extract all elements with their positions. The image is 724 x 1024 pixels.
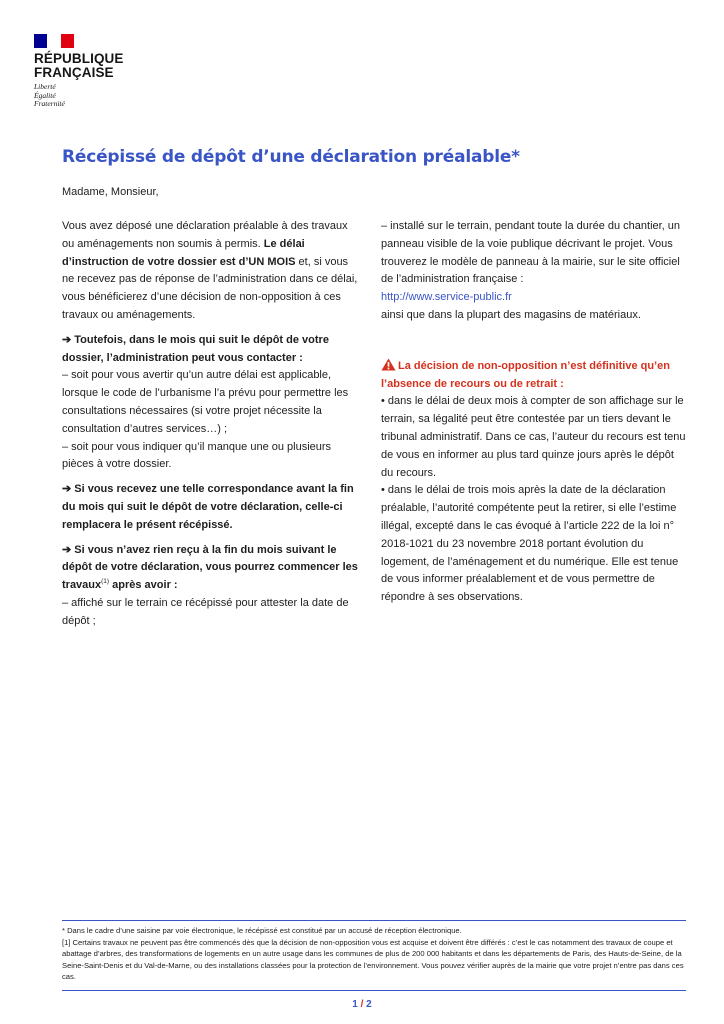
- logo-name-line2: FRANÇAISE: [34, 65, 114, 80]
- motto-egalite: Égalité: [34, 90, 56, 100]
- start-item-panel: – installé sur le terrain, pendant toute la durée du chantier, un panneau visible de la voie publique décrivant le projet. Vous trouverez le modèle de panneau à la mairie, sur le site officiel de l’administration française :: [381, 220, 681, 286]
- warning-heading: [381, 358, 686, 394]
- arrow-icon: ➔: [62, 543, 72, 556]
- warning-triangle-icon: [381, 358, 396, 371]
- start-item-panel-end: ainsi que dans la plupart des magasins de matériaux.: [381, 308, 641, 321]
- intro-text-end: et, si vous ne recevez pas de réponse de l’administration dans ce délai, vous bénéficierez d’une décision de non-opposition à ces travaux ou aménagements.: [62, 255, 358, 321]
- arrow-icon: ➔: [62, 483, 72, 496]
- intro-paragraph: [62, 218, 362, 325]
- section-start-works-end: après avoir :: [109, 579, 178, 592]
- footnotes: [62, 925, 686, 983]
- section-correspondence-text: Si vous recevez une telle correspondance avant la fin du mois qui suit le dépôt de votre déclaration, celle-ci remplacera le présent récépissé.: [62, 483, 354, 531]
- start-item-display: – affiché sur le terrain ce récépissé pour attester la date de dépôt ;: [62, 596, 349, 627]
- footnote-asterisk: * Dans le cadre d’une saisine par voie électronique, le récépissé est constitué par un accusé de réception électronique.: [62, 926, 462, 935]
- section-contact-heading: Toutefois, dans le mois qui suit le dépôt de votre dossier, l’administration peut vous contacter :: [62, 333, 329, 364]
- footnote-1: [1] Certains travaux ne peuvent pas être commencés dès que la décision de non-opposition vous est acquise et doivent être différés : c’est le cas notamment des travaux de coupe et abattage d’arbres, des transformations de logements en un autre usage dans les communes de plus de 200 000 habitants et dans les départements de Paris, des Hauts-de-Seine, de la Seine-Saint-Denis et du Val-de-Marne, ou des installations classées pour la protection de l’environnement. Vous pouvez vérifier auprès de la mairie que votre projet n’entre pas dans ces cas.: [62, 937, 684, 982]
- section-start-works: [62, 542, 362, 595]
- page-title: Récépissé de dépôt d’une déclaration préalable*: [62, 147, 520, 167]
- intro-text: Vous avez déposé une déclaration préalable à des travaux ou aménagements non soumis à permis.: [62, 220, 348, 250]
- logo-name-line1: RÉPUBLIQUE: [34, 51, 124, 66]
- page-total: 2: [366, 999, 372, 1010]
- spacer: [381, 332, 686, 358]
- section-start-works-text: Si vous n’avez rien reçu à la fin du mois suivant le dépôt de votre déclaration, vous pourrez commencer les travaux: [62, 543, 358, 592]
- contact-item-delay: – soit pour vous avertir qu’un autre délai est applicable, lorsque le code de l’urbanisme l’a prévu pour permettre les consultations nécessaires (si votre projet nécessite la consultation d’autres services…) ;: [62, 369, 349, 435]
- republique-francaise-logo: [34, 34, 164, 109]
- salutation: Madame, Monsieur,: [62, 186, 159, 198]
- bullet-retrait: • dans le délai de trois mois après la date de la déclaration préalable, l’autorité compétente peut la retirer, si elle l’estime illégal, excepté dans le cas évoqué à l’article 222 de la loi n° 2018-1021 du 23 novembre 2018 portant évolution du logement, de l’aménagement et du numérique. Elle est tenue de vous informer préalablement et de vous permettre de répondre à ses observations.: [381, 484, 679, 604]
- intro-delay-bold: Le délai d’instruction de votre dossier est d’UN MOIS: [62, 237, 305, 268]
- page-number: [0, 999, 724, 1010]
- motto-liberte: Liberté: [34, 82, 56, 91]
- logo-name: [34, 52, 164, 80]
- left-column: [62, 218, 362, 638]
- service-public-link-line: [381, 289, 686, 307]
- bullet-recours: • dans le délai de deux mois à compter de son affichage sur le terrain, sa légalité peut être contestée par un tiers devant le tribunal administratif. Dans ce cas, l’auteur du recours est tenu de vous en informer au plus tard quinze jours après le dépôt du recours.: [381, 395, 686, 479]
- motto-fraternite: Fraternité: [34, 99, 65, 108]
- footnote-divider-top: [62, 920, 686, 921]
- arrow-icon: ➔: [62, 333, 72, 346]
- page-current: 1: [352, 999, 358, 1010]
- contact-item-missing: – soit pour vous indiquer qu’il manque une ou plusieurs pièces à votre dossier.: [62, 440, 332, 471]
- section-correspondence: [62, 481, 362, 534]
- logo-motto: [34, 83, 164, 109]
- service-public-link[interactable]: http://www.service-public.fr: [381, 291, 512, 304]
- warning-title: La décision de non-opposition n’est définitive qu’en l’absence de recours ou de retrait :: [381, 359, 670, 390]
- footnote-ref: (1): [101, 578, 110, 586]
- footnote-divider-bottom: [62, 990, 686, 991]
- section-contact: [62, 332, 362, 368]
- page-separator: /: [360, 999, 364, 1010]
- right-column: [381, 218, 686, 614]
- french-flag-icon: [34, 34, 74, 48]
